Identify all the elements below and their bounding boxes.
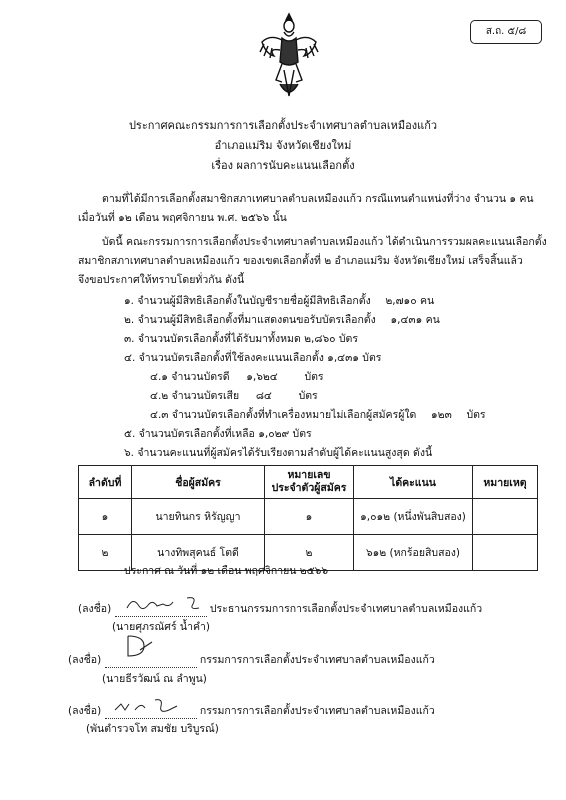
- signature-mark: [115, 604, 207, 617]
- signature-name-3: (พันตำรวจโท สมชัย บริบูรณ์): [86, 723, 219, 735]
- item-5: ๕. จำนวนบัตรเลือกตั้งที่เหลือ ๑,๐๒๙ บัตร: [124, 428, 312, 440]
- item-4-2-unit: บัตร: [298, 390, 318, 402]
- item-3: ๓. จำนวนบัตรเลือกตั้งที่ได้รับมาทั้งหมด ๒,๘๖๐ บัตร: [124, 333, 358, 345]
- row-note: [473, 499, 538, 535]
- signature-line-3: [68, 702, 435, 719]
- row-note: [473, 535, 538, 571]
- signature-name-2: (นายธีรวัฒน์ ณ ลำพูน): [102, 673, 207, 685]
- col-note: หมายเหตุ: [473, 466, 538, 499]
- signature-role: กรรมการการเลือกตั้งประจำเทศบาลตำบลเหมืองแก้ว: [199, 654, 435, 666]
- item-1-value: ๒,๗๑๐: [385, 295, 417, 307]
- row-score: ๖๑๒ (หกร้อยสิบสอง): [354, 535, 473, 571]
- subject-line: เรื่อง ผลการนับคะแนนเลือกตั้ง: [211, 159, 355, 172]
- item-4-1-label: ๔.๑ จำนวนบัตรดี: [150, 371, 230, 383]
- para2-line2: สมาชิกสภาเทศบาลตำบลเหมืองแก้ว ของเขตเลือกตั้งที่ ๒ อำเภอแม่ริม จังหวัดเชียงใหม่ เสร็จสิ้นแล้ว: [78, 255, 523, 267]
- results-table: [78, 465, 538, 571]
- announce-date: ประกาศ ณ วันที่ ๑๒ เดือน พฤศจิกายน ๒๕๖๖: [124, 565, 328, 577]
- item-6: ๖. จำนวนคะแนนที่ผู้สมัครได้รับเรียงตามลำดับผู้ได้คะแนนสูงสุด ดังนี้: [124, 447, 433, 459]
- form-number: ส.ถ. ๕/๘: [470, 20, 542, 44]
- signature-role: ประธานกรรมการการเลือกตั้งประจำเทศบาลตำบลเหมืองแก้ว: [209, 603, 483, 615]
- row-order: ๒: [79, 535, 132, 571]
- row-name: นางทิพสุคนธ์ โตดี: [132, 535, 265, 571]
- row-name: นายทินกร หิรัญญา: [132, 499, 265, 535]
- item-2-label: ๒. จำนวนผู้มีสิทธิเลือกตั้งที่มาแสดงตนขอรับบัตรเลือกตั้ง: [124, 314, 376, 326]
- col-order: ลำดับที่: [79, 466, 132, 499]
- item-4-3-value: ๑๒๓: [431, 409, 452, 421]
- district-line: อำเภอแม่ริม จังหวัดเชียงใหม่: [214, 139, 352, 152]
- item-4-3-label: ๔.๓ จำนวนบัตรเลือกตั้งที่ทำเครื่องหมายไม่เลือกผู้สมัครผู้ใด: [150, 409, 417, 421]
- item-2: [124, 311, 440, 328]
- item-4-3: [150, 406, 486, 423]
- signature-role: กรรมการการเลือกตั้งประจำเทศบาลตำบลเหมืองแก้ว: [199, 705, 435, 717]
- item-4-3-unit: บัตร: [466, 409, 486, 421]
- row-number: ๒: [265, 535, 354, 571]
- signature-mark: [105, 706, 197, 719]
- item-4-2: [150, 387, 318, 404]
- row-score: ๑,๐๑๒ (หนึ่งพันสิบสอง): [354, 499, 473, 535]
- signature-line-1: [78, 600, 482, 617]
- signature-prefix: (ลงชื่อ): [68, 705, 102, 717]
- page-title: ประกาศคณะกรรมการการเลือกตั้งประจำเทศบาลตำบลเหมืองแก้ว: [128, 119, 438, 132]
- signature-name-1: (นายศุภรณัศร์ น้ำคำ): [112, 621, 211, 633]
- garuda-emblem: [258, 10, 320, 102]
- item-4-1-unit: บัตร: [304, 371, 324, 383]
- para2-line3: จึงขอประกาศให้ทราบโดยทั่วกัน ดังนี้: [78, 274, 245, 286]
- row-number: ๑: [265, 499, 354, 535]
- para1-line1: ตามที่ได้มีการเลือกตั้งสมาชิกสภาเทศบาลตำบลเหมืองแก้ว กรณีแทนตำแหน่งที่ว่าง จำนวน ๑ คน: [102, 193, 534, 205]
- col-number-line1: หมายเลข: [287, 469, 331, 481]
- item-4-1-value: ๑,๖๒๔: [246, 371, 278, 383]
- handwritten-signature-1: [123, 594, 207, 616]
- signature-mark: [105, 655, 197, 668]
- col-score: ได้คะแนน: [354, 466, 473, 499]
- signature-prefix: (ลงชื่อ): [68, 654, 102, 666]
- handwritten-signature-3: [111, 696, 195, 718]
- signature-line-2: [68, 651, 435, 668]
- item-1: [124, 292, 434, 309]
- col-name: ชื่อผู้สมัคร: [132, 466, 265, 499]
- item-4-1: [150, 368, 324, 385]
- item-4: ๔. จำนวนบัตรเลือกตั้งที่ใช้ลงคะแนนเลือกตั้ง ๑,๔๓๑ บัตร: [124, 352, 382, 364]
- para2-line1: บัดนี้ คณะกรรมการการเลือกตั้งประจำเทศบาลตำบลเหมืองแก้ว ได้ดำเนินการรวมผลคะแนนเลือกตั้ง: [102, 236, 547, 248]
- row-order: ๑: [79, 499, 132, 535]
- col-number-line2: ประจำตัวผู้สมัคร: [271, 482, 347, 494]
- table-header-row: [79, 466, 538, 499]
- table-row: [79, 499, 538, 535]
- col-number: [265, 466, 354, 499]
- item-4-2-label: ๔.๒ จำนวนบัตรเสีย: [150, 390, 240, 402]
- signature-prefix: (ลงชื่อ): [78, 603, 112, 615]
- item-2-value: ๑,๔๓๑: [390, 314, 423, 326]
- item-1-unit: คน: [419, 295, 435, 307]
- item-2-unit: คน: [425, 314, 440, 326]
- para1-line2: เมื่อวันที่ ๑๒ เดือน พฤศจิกายน พ.ศ. ๒๕๖๖ นั้น: [78, 212, 287, 224]
- item-1-label: ๑. จำนวนผู้มีสิทธิเลือกตั้งในบัญชีรายชื่อผู้มีสิทธิเลือกตั้ง: [124, 295, 371, 307]
- item-4-2-value: ๘๔: [255, 390, 272, 402]
